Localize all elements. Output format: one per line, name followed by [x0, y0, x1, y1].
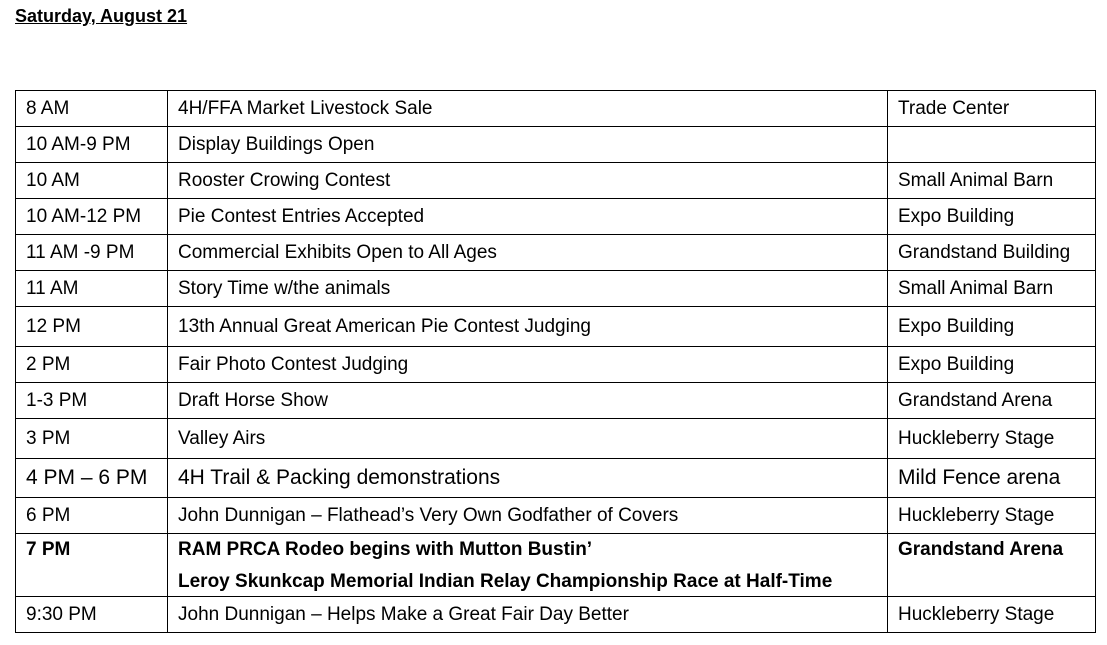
- page-heading: Saturday, August 21: [15, 6, 188, 26]
- schedule-table: [15, 90, 1096, 633]
- event-line-2: Leroy Skunkcap Memorial Indian Relay Championship Race at Half-Time: [178, 571, 833, 592]
- time-cell: 11 AM: [16, 271, 168, 307]
- event-cell: Fair Photo Contest Judging: [168, 347, 888, 383]
- time-cell: 1-3 PM: [16, 383, 168, 419]
- event-cell: John Dunnigan – Flathead’s Very Own Godfather of Covers: [168, 498, 888, 534]
- location-cell: Small Animal Barn: [888, 163, 1096, 199]
- table-row: [16, 498, 1096, 534]
- time-cell: 6 PM: [16, 498, 168, 534]
- time-cell: 4 PM – 6 PM: [16, 459, 168, 498]
- table-row: [16, 163, 1096, 199]
- time-cell: 12 PM: [16, 307, 168, 347]
- event-cell: Draft Horse Show: [168, 383, 888, 419]
- location-cell: Expo Building: [888, 199, 1096, 235]
- event-cell: [168, 534, 888, 597]
- location-cell: Grandstand Arena: [888, 383, 1096, 419]
- event-cell: Rooster Crowing Contest: [168, 163, 888, 199]
- table-row: [16, 347, 1096, 383]
- time-cell: 9:30 PM: [16, 597, 168, 633]
- time-cell: 2 PM: [16, 347, 168, 383]
- location-cell: [888, 127, 1096, 163]
- location-cell: Mild Fence arena: [888, 459, 1096, 498]
- time-cell: 11 AM -9 PM: [16, 235, 168, 271]
- location-cell: Grandstand Arena: [888, 534, 1096, 597]
- event-cell: 4H Trail & Packing demonstrations: [168, 459, 888, 498]
- location-cell: Trade Center: [888, 91, 1096, 127]
- table-row: [16, 91, 1096, 127]
- location-cell: Grandstand Building: [888, 235, 1096, 271]
- event-cell: Display Buildings Open: [168, 127, 888, 163]
- time-cell: 7 PM: [16, 534, 168, 597]
- table-row: [16, 534, 1096, 597]
- location-cell: Expo Building: [888, 307, 1096, 347]
- location-cell: Huckleberry Stage: [888, 419, 1096, 459]
- table-row: [16, 597, 1096, 633]
- table-row: [16, 199, 1096, 235]
- time-cell: 3 PM: [16, 419, 168, 459]
- event-cell: John Dunnigan – Helps Make a Great Fair Day Better: [168, 597, 888, 633]
- time-cell: 10 AM: [16, 163, 168, 199]
- location-cell: Huckleberry Stage: [888, 498, 1096, 534]
- table-row: [16, 419, 1096, 459]
- event-cell: Story Time w/the animals: [168, 271, 888, 307]
- event-line-1: RAM PRCA Rodeo begins with Mutton Bustin’: [178, 539, 593, 560]
- table-row: [16, 383, 1096, 419]
- event-cell: 4H/FFA Market Livestock Sale: [168, 91, 888, 127]
- table-row: [16, 127, 1096, 163]
- table-row: [16, 235, 1096, 271]
- table-row: [16, 271, 1096, 307]
- time-cell: 10 AM-12 PM: [16, 199, 168, 235]
- location-cell: Small Animal Barn: [888, 271, 1096, 307]
- event-cell: Pie Contest Entries Accepted: [168, 199, 888, 235]
- event-cell: 13th Annual Great American Pie Contest Judging: [168, 307, 888, 347]
- table-row: [16, 459, 1096, 498]
- location-cell: Huckleberry Stage: [888, 597, 1096, 633]
- location-cell: Expo Building: [888, 347, 1096, 383]
- time-cell: 10 AM-9 PM: [16, 127, 168, 163]
- table-row: [16, 307, 1096, 347]
- time-cell: 8 AM: [16, 91, 168, 127]
- event-cell: Valley Airs: [168, 419, 888, 459]
- event-cell: Commercial Exhibits Open to All Ages: [168, 235, 888, 271]
